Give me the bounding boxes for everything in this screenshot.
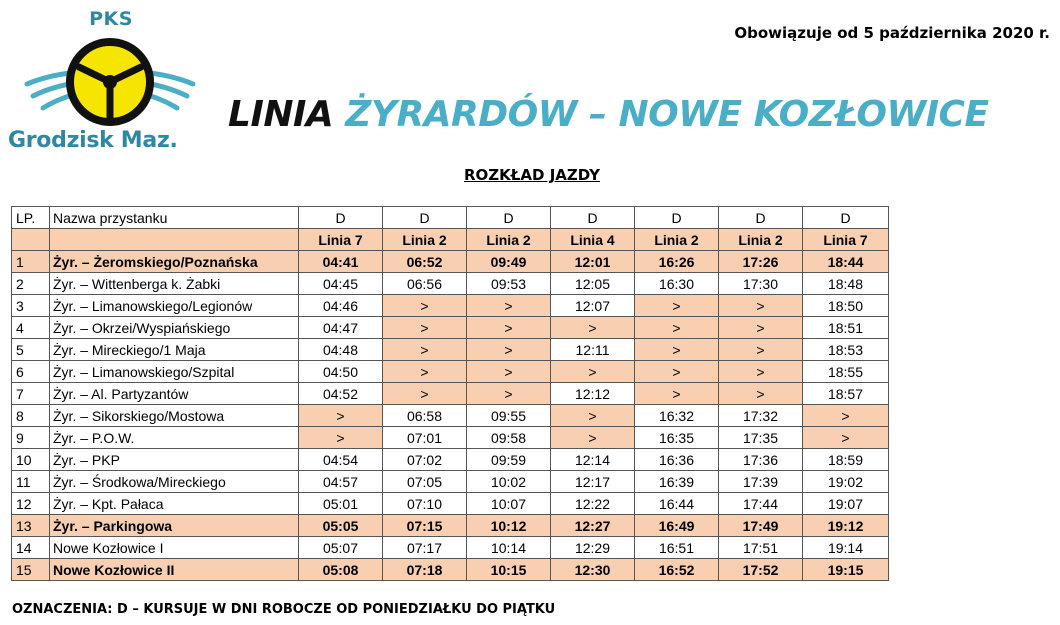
departure-time: 12:22 — [551, 493, 635, 515]
table-row — [12, 537, 889, 559]
departure-time: 05:07 — [299, 537, 383, 559]
departure-time: > — [719, 295, 803, 317]
line-number: Linia 2 — [719, 229, 803, 251]
empty-cell — [50, 229, 299, 251]
departure-time: 16:49 — [635, 515, 719, 537]
row-number: 2 — [12, 273, 50, 295]
departure-time: > — [551, 427, 635, 449]
row-number: 7 — [12, 383, 50, 405]
departure-time: 16:44 — [635, 493, 719, 515]
header-day: D — [719, 207, 803, 229]
departure-time: 10:14 — [467, 537, 551, 559]
header-day: D — [635, 207, 719, 229]
departure-time: 07:01 — [383, 427, 467, 449]
row-number: 13 — [12, 515, 50, 537]
departure-time: 17:30 — [719, 273, 803, 295]
logo-town-text: Grodzisk Maz. — [8, 128, 178, 153]
departure-time: > — [467, 295, 551, 317]
departure-time: 10:15 — [467, 559, 551, 581]
departure-time: > — [635, 383, 719, 405]
departure-time: 18:59 — [803, 449, 889, 471]
departure-time: 17:36 — [719, 449, 803, 471]
departure-time: 19:14 — [803, 537, 889, 559]
departure-time: 19:07 — [803, 493, 889, 515]
header-day: D — [803, 207, 889, 229]
table-row — [12, 361, 889, 383]
table-row — [12, 471, 889, 493]
departure-time: 12:30 — [551, 559, 635, 581]
line-number: Linia 2 — [383, 229, 467, 251]
departure-time: 12:01 — [551, 251, 635, 273]
departure-time: 10:07 — [467, 493, 551, 515]
stop-name: Żyr. – PKP — [50, 449, 299, 471]
departure-time: 07:18 — [383, 559, 467, 581]
departure-time: 19:12 — [803, 515, 889, 537]
departure-time: 04:57 — [299, 471, 383, 493]
logo-pks-text: PKS — [89, 8, 133, 30]
departure-time: 17:26 — [719, 251, 803, 273]
header-lp: LP. — [12, 207, 50, 229]
table-row — [12, 295, 889, 317]
departure-time: 12:17 — [551, 471, 635, 493]
departure-time: > — [719, 361, 803, 383]
stop-name: Żyr. – Parkingowa — [50, 515, 299, 537]
departure-time: 04:45 — [299, 273, 383, 295]
departure-time: 17:49 — [719, 515, 803, 537]
departure-time: 12:07 — [551, 295, 635, 317]
departure-time: 18:53 — [803, 339, 889, 361]
stop-name: Żyr. – Środkowa/Mireckiego — [50, 471, 299, 493]
table-row — [12, 383, 889, 405]
departure-time: 16:51 — [635, 537, 719, 559]
departure-time: 06:52 — [383, 251, 467, 273]
departure-time: > — [383, 383, 467, 405]
departure-time: > — [467, 383, 551, 405]
departure-time: > — [383, 295, 467, 317]
row-number: 3 — [12, 295, 50, 317]
stop-name: Żyr. – Sikorskiego/Mostowa — [50, 405, 299, 427]
stop-name: Żyr. – P.O.W. — [50, 427, 299, 449]
departure-time: > — [803, 405, 889, 427]
departure-time: 17:51 — [719, 537, 803, 559]
departure-time: 09:58 — [467, 427, 551, 449]
timetable-heading: ROZKŁAD JAZDY — [464, 166, 601, 184]
table-row — [12, 515, 889, 537]
departure-time: 07:10 — [383, 493, 467, 515]
departure-time: > — [383, 361, 467, 383]
timetable — [11, 206, 889, 581]
stop-name: Żyr. – Al. Partyzantów — [50, 383, 299, 405]
departure-time: 09:59 — [467, 449, 551, 471]
stop-name: Żyr. – Limanowskiego/Szpital — [50, 361, 299, 383]
departure-time: 12:29 — [551, 537, 635, 559]
departure-time: > — [551, 317, 635, 339]
departure-time: 16:30 — [635, 273, 719, 295]
departure-time: 17:35 — [719, 427, 803, 449]
departure-time: 19:02 — [803, 471, 889, 493]
departure-time: 17:32 — [719, 405, 803, 427]
empty-cell — [12, 229, 50, 251]
departure-time: 17:39 — [719, 471, 803, 493]
departure-time: 04:52 — [299, 383, 383, 405]
row-number: 9 — [12, 427, 50, 449]
header-day: D — [383, 207, 467, 229]
header-day: D — [551, 207, 635, 229]
line-number: Linia 2 — [635, 229, 719, 251]
row-number: 12 — [12, 493, 50, 515]
departure-time: 16:39 — [635, 471, 719, 493]
row-number: 14 — [12, 537, 50, 559]
departure-time: 07:17 — [383, 537, 467, 559]
table-row — [12, 273, 889, 295]
departure-time: 06:56 — [383, 273, 467, 295]
departure-time: 09:53 — [467, 273, 551, 295]
departure-time: 12:05 — [551, 273, 635, 295]
title-route: ŻYRARDÓW – NOWE KOZŁOWICE — [345, 94, 989, 135]
row-number: 6 — [12, 361, 50, 383]
departure-time: 09:55 — [467, 405, 551, 427]
row-number: 15 — [12, 559, 50, 581]
departure-time: 12:12 — [551, 383, 635, 405]
row-number: 10 — [12, 449, 50, 471]
departure-time: > — [719, 317, 803, 339]
row-number: 1 — [12, 251, 50, 273]
stop-name: Nowe Kozłowice II — [50, 559, 299, 581]
row-number: 8 — [12, 405, 50, 427]
departure-time: > — [635, 361, 719, 383]
legend-note: OZNACZENIA: D – KURSUJE W DNI ROBOCZE OD PONIEDZIAŁKU DO PIĄTKU — [12, 602, 556, 617]
table-row — [12, 339, 889, 361]
stop-name: Żyr. – Żeromskiego/Poznańska — [50, 251, 299, 273]
departure-time: 05:08 — [299, 559, 383, 581]
header-stop-name: Nazwa przystanku — [50, 207, 299, 229]
departure-time: 18:57 — [803, 383, 889, 405]
departure-time: > — [299, 427, 383, 449]
departure-time: > — [719, 339, 803, 361]
departure-time: > — [635, 339, 719, 361]
row-number: 11 — [12, 471, 50, 493]
departure-time: > — [635, 317, 719, 339]
departure-time: 16:52 — [635, 559, 719, 581]
departure-time: 07:05 — [383, 471, 467, 493]
departure-time: > — [803, 427, 889, 449]
departure-time: 18:48 — [803, 273, 889, 295]
departure-time: > — [467, 339, 551, 361]
row-number: 5 — [12, 339, 50, 361]
departure-time: 04:50 — [299, 361, 383, 383]
departure-time: > — [467, 317, 551, 339]
departure-time: > — [635, 295, 719, 317]
departure-time: 04:46 — [299, 295, 383, 317]
header-day: D — [467, 207, 551, 229]
departure-time: 07:02 — [383, 449, 467, 471]
departure-time: 19:15 — [803, 559, 889, 581]
departure-time: 18:51 — [803, 317, 889, 339]
stop-name: Żyr. – Mireckiego/1 Maja — [50, 339, 299, 361]
departure-time: > — [467, 361, 551, 383]
stop-name: Żyr. – Limanowskiego/Legionów — [50, 295, 299, 317]
line-number: Linia 7 — [803, 229, 889, 251]
table-row — [12, 449, 889, 471]
departure-time: 16:32 — [635, 405, 719, 427]
line-numbers-row — [12, 229, 889, 251]
table-row — [12, 251, 889, 273]
departure-time: 16:36 — [635, 449, 719, 471]
departure-time: 05:05 — [299, 515, 383, 537]
departure-time: 10:02 — [467, 471, 551, 493]
table-row — [12, 427, 889, 449]
table-row — [12, 493, 889, 515]
departure-time: 12:14 — [551, 449, 635, 471]
departure-time: > — [383, 317, 467, 339]
departure-time: > — [551, 405, 635, 427]
departure-time: 04:48 — [299, 339, 383, 361]
departure-time: 17:52 — [719, 559, 803, 581]
departure-time: > — [719, 383, 803, 405]
table-row — [12, 559, 889, 581]
header-row — [12, 207, 889, 229]
departure-time: > — [551, 361, 635, 383]
departure-time: 05:01 — [299, 493, 383, 515]
departure-time: 16:35 — [635, 427, 719, 449]
departure-time: 18:44 — [803, 251, 889, 273]
line-number: Linia 4 — [551, 229, 635, 251]
line-number: Linia 2 — [467, 229, 551, 251]
departure-time: 12:11 — [551, 339, 635, 361]
departure-time: 04:41 — [299, 251, 383, 273]
header-day: D — [299, 207, 383, 229]
row-number: 4 — [12, 317, 50, 339]
line-title — [228, 94, 989, 135]
valid-from-date: Obowiązuje od 5 października 2020 r. — [734, 24, 1050, 42]
departure-time: 07:15 — [383, 515, 467, 537]
table-row — [12, 317, 889, 339]
departure-time: 18:55 — [803, 361, 889, 383]
table-row — [12, 405, 889, 427]
departure-time: 16:26 — [635, 251, 719, 273]
stop-name: Żyr. – Kpt. Pałaca — [50, 493, 299, 515]
stop-name: Żyr. – Okrzei/Wyspiańskiego — [50, 317, 299, 339]
departure-time: 06:58 — [383, 405, 467, 427]
line-number: Linia 7 — [299, 229, 383, 251]
steering-wheel-wings-icon — [21, 36, 199, 128]
departure-time: 17:44 — [719, 493, 803, 515]
departure-time: 09:49 — [467, 251, 551, 273]
title-prefix: LINIA — [228, 94, 346, 135]
stop-name: Nowe Kozłowice I — [50, 537, 299, 559]
departure-time: 12:27 — [551, 515, 635, 537]
departure-time: 04:54 — [299, 449, 383, 471]
departure-time: > — [299, 405, 383, 427]
stop-name: Żyr. – Wittenberga k. Żabki — [50, 273, 299, 295]
departure-time: > — [383, 339, 467, 361]
departure-time: 04:47 — [299, 317, 383, 339]
pks-logo — [8, 4, 214, 156]
departure-time: 10:12 — [467, 515, 551, 537]
departure-time: 18:50 — [803, 295, 889, 317]
